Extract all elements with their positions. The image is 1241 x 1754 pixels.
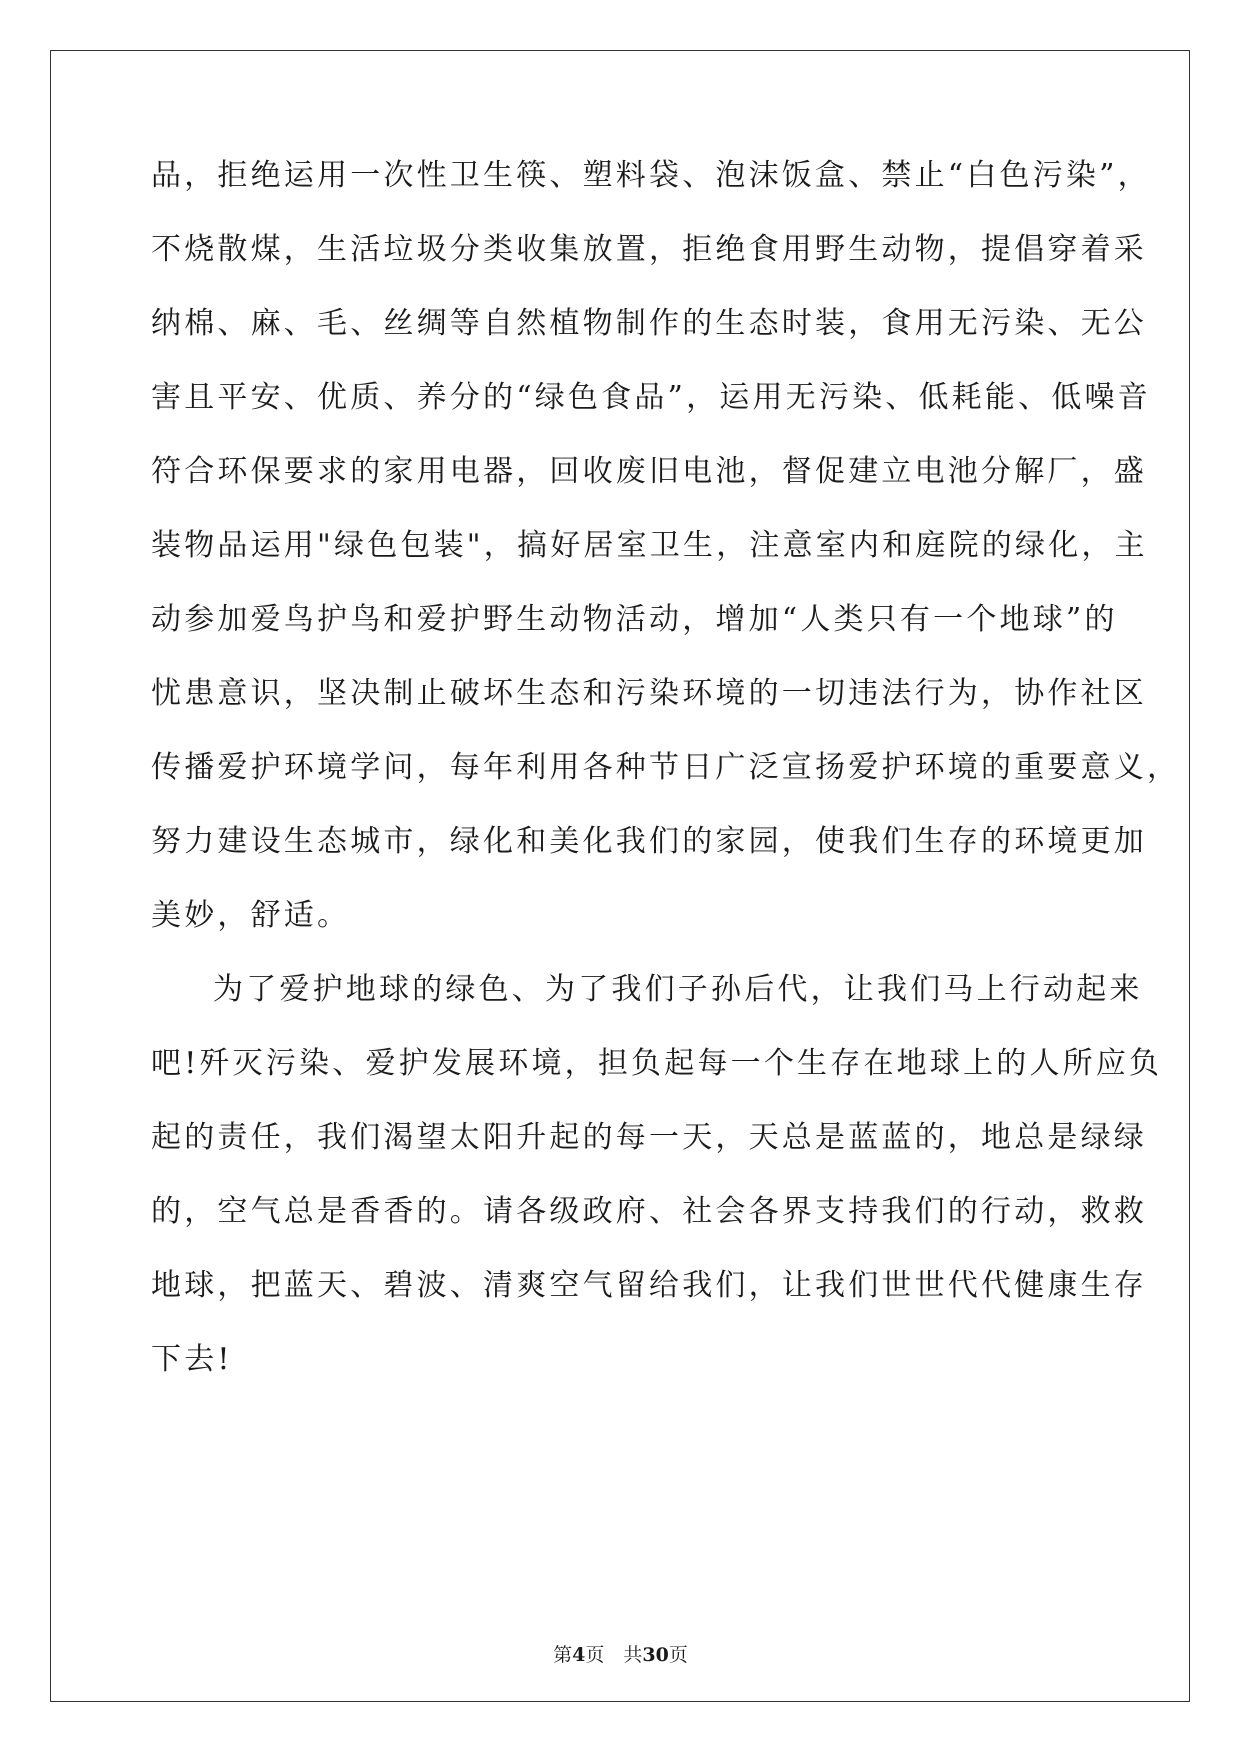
page-footer — [0, 1643, 1241, 1667]
body-line: 不烧散煤，生活垃圾分类收集放置，拒绝食用野生动物，提倡穿着采 — [151, 232, 1147, 267]
current-page-number: 4 — [572, 1644, 586, 1666]
body-line: 的，空气总是香香的。请各级政府、社会各界支持我们的行动，救救 — [151, 1194, 1147, 1229]
body-line: 害且平安、优质、养分的“绿色食品”，运用无污染、低耗能、低噪音 — [151, 380, 1151, 415]
body-line: 传播爱护环境学问，每年利用各种节日广泛宣扬爱护环境的重要意义， — [151, 750, 1181, 785]
body-line: 美妙，舒适。 — [151, 898, 351, 933]
body-line: 吧!歼灭污染、爱护发展环境，担负起每一个生存在地球上的人所应负 — [151, 1046, 1163, 1081]
page-frame — [50, 50, 1190, 1702]
body-line: 忧患意识，坚决制止破坏生态和污染环境的一切违法行为，协作社区 — [151, 676, 1147, 711]
body-line: 装物品运用"绿色包装"，搞好居室卫生，注意室内和庭院的绿化，主 — [151, 528, 1148, 563]
body-line: 品，拒绝运用一次性卫生筷、塑料袋、泡沫饭盒、禁止“白色污染”， — [151, 158, 1151, 193]
body-line: 下去! — [151, 1342, 233, 1377]
body-line: 符合环保要求的家用电器，回收废旧电池，督促建立电池分解厂，盛 — [151, 454, 1147, 489]
body-line: 为了爱护地球的绿色、为了我们子孙后代，让我们马上行动起来 — [213, 972, 1143, 1007]
footer-prefix: 第 — [553, 1644, 573, 1666]
body-line: 努力建设生态城市，绿化和美化我们的家园，使我们生存的环境更加 — [151, 824, 1147, 859]
body-line: 动参加爱鸟护鸟和爱护野生动物活动，增加“人类只有一个地球”的 — [151, 602, 1118, 637]
body-line: 纳棉、麻、毛、丝绸等自然植物制作的生态时装，食用无污染、无公 — [151, 306, 1147, 341]
footer-suffix: 页 — [668, 1644, 688, 1666]
body-line: 地球，把蓝天、碧波、清爽空气留给我们，让我们世世代代健康生存 — [151, 1268, 1147, 1303]
body-line: 起的责任，我们渴望太阳升起的每一天，天总是蓝蓝的，地总是绿绿 — [151, 1120, 1147, 1155]
footer-middle: 页 共 — [585, 1644, 643, 1666]
total-pages-number: 30 — [642, 1644, 669, 1666]
